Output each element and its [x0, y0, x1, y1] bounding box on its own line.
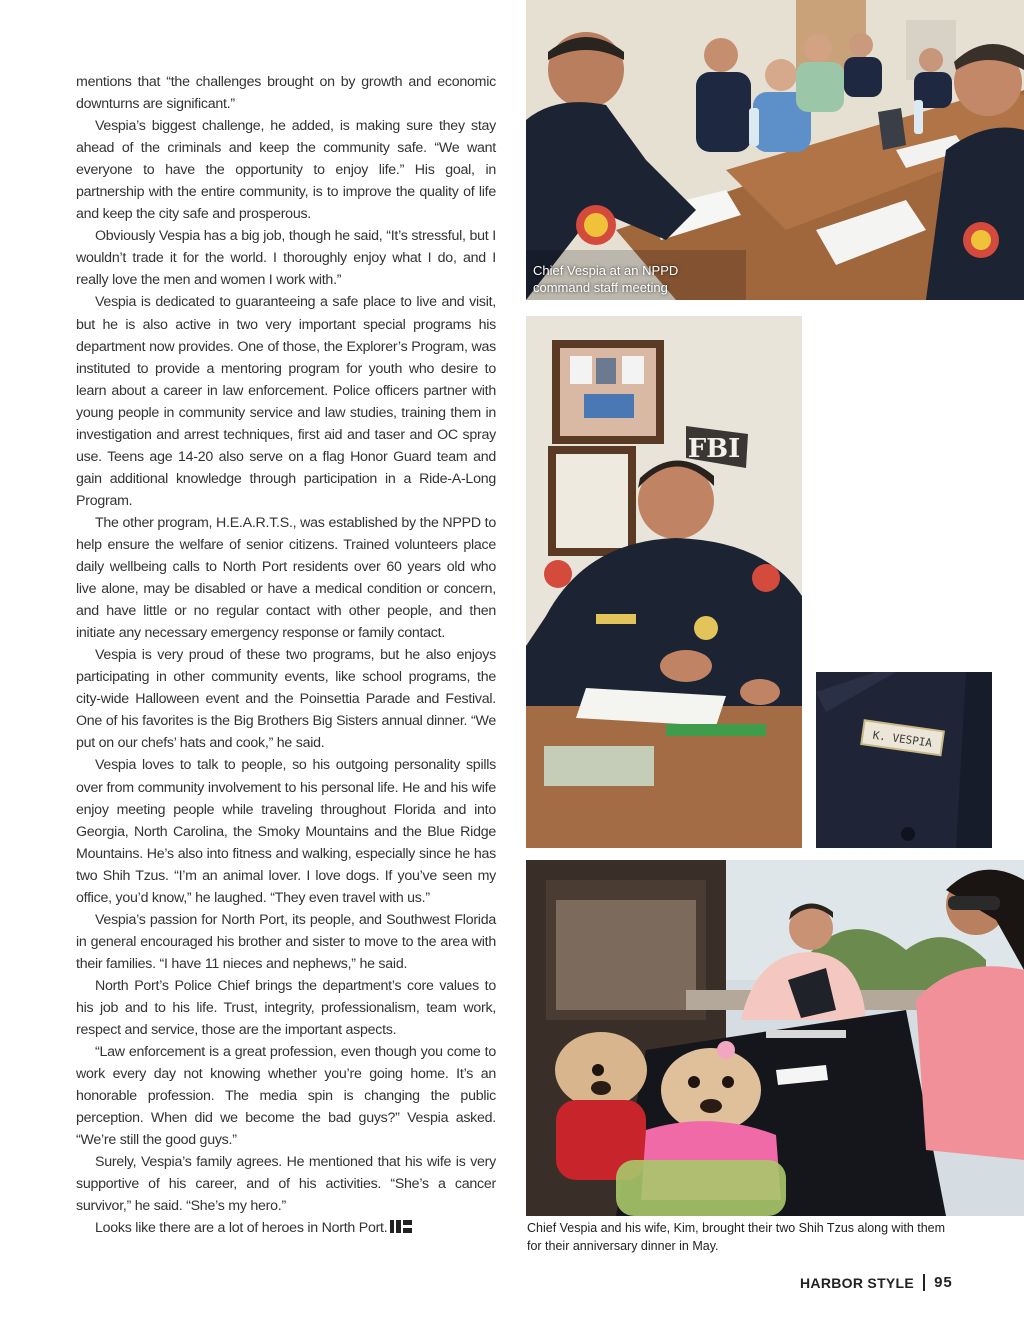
- paragraph: Vespia’s passion for North Port, its people, and Southwest Florida in general encouraged his brother and sister to move to the area with their families. “I have 11 nieces and nephews,” he said.: [76, 911, 496, 972]
- nameplate-text: K. VESPIA: [871, 728, 933, 750]
- meeting-caption: Chief Vespia at an NPPD command staff meeting: [533, 263, 679, 295]
- paragraph: mentions that “the challenges brought on by growth and economic downturns are significant.”: [76, 74, 496, 113]
- magazine-name: HARBOR STYLE: [800, 1274, 915, 1291]
- photo-chief-at-desk: [526, 316, 802, 848]
- article-column: [76, 71, 496, 1239]
- fbi-sign-text: FBI: [687, 434, 741, 464]
- paragraph: Vespia is very proud of these two programs, but he also enjoys participating in other community events, like school programs, the city-wide Halloween event and the Poinsettia Parade and Festival. One of his favorites is the Big Brothers Big Sisters annual dinner. “We put on our chefs’ hats and cook,” he said.: [76, 647, 496, 752]
- paragraph: Vespia loves to talk to people, so his outgoing personality spills over from community involvement to his personal life. He and his wife enjoy meeting people while traveling throughout Florida and into Georgia, North Carolina, the Smoky Mountains and the Blue Ridge Mountains. He’s also into fitness and walking, especially since he has two Shih Tzus. “I’m an animal lover. I love dogs. If you’ve seen my office, you’d know,” he laughed. “They even travel with us.”: [76, 757, 496, 906]
- page-number: 95: [934, 1274, 953, 1291]
- paragraph: Vespia is dedicated to guaranteeing a safe place to live and visit, but he is also active in two very important special programs his department now provides. One of those, the Explorer’s Program, was instituted to provide a mentoring program for youth who desire to learn about a career in law enforcement. Police officers partner with young people in community service and law studies, training them in investigation and arrest techniques, first aid and taser and OC spray use. Teens age 14-20 also serve on a flag Honor Guard team and gain additional knowledge through participation in a Ride-A-Long Program.: [76, 294, 496, 509]
- paragraph: Obviously Vespia has a big job, though he said, “It’s stressful, but I wouldn’t trade it for the world. I thoroughly enjoy what I do, and I really love the men and women I work with.”: [76, 228, 496, 289]
- dinner-caption: Chief Vespia and his wife, Kim, brought their two Shih Tzus along with them for their anniversary dinner in May.: [527, 1221, 946, 1253]
- desk-illustration: [526, 316, 802, 848]
- photo-anniversary-dinner: [526, 860, 1024, 1216]
- photo-nameplate: [816, 672, 992, 848]
- paragraph: Vespia’s biggest challenge, he added, is making sure they stay ahead of the criminals and keep the community safe. “We want everyone to have the opportunity to enjoy life.” His goal, in partnership with the entire community, is to improve the quality of life and keep the city safe and prosperous.: [76, 118, 496, 223]
- paragraph: The other program, H.E.A.R.T.S., was established by the NPPD to help ensure the welfare of senior citizens. Trained volunteers place daily wellbeing calls to North Port residents over 60 years old who live alone, may be disabled or have a medical condition or concern, and have little or no regular contact with other people, and then initiate any necessary emergency response or family contact.: [76, 514, 496, 642]
- paragraph: Surely, Vespia’s family agrees. He mentioned that his wife is very supportive of his career, and of his activities. “She’s a cancer survivor,” he said. “She’s my hero.”: [76, 1154, 496, 1215]
- last-paragraph: [76, 1217, 496, 1239]
- paragraph: “Law enforcement is a great profession, even though you come to work every day not knowing whether you’re going home. It’s an honorable profession. The media spin is changing the public perception. When did we become the bad guys?” Vespia asked. “We’re still the good guys.”: [76, 1044, 496, 1149]
- meeting-illustration: [526, 0, 1024, 300]
- paragraph: North Port’s Police Chief brings the department’s core values to his job and to his life. Trust, integrity, professionalism, team work, respect and service, those are the important aspects.: [76, 977, 496, 1039]
- page-footer: [800, 1274, 953, 1291]
- end-mark-icon: [390, 1220, 412, 1233]
- paragraph-text: Looks like there are a lot of heroes in North Port.: [95, 1220, 388, 1237]
- photo-command-staff-meeting: [526, 0, 1024, 300]
- nameplate-illustration: [816, 672, 992, 848]
- dinner-illustration: [526, 860, 1024, 1216]
- footer-divider: [923, 1274, 925, 1291]
